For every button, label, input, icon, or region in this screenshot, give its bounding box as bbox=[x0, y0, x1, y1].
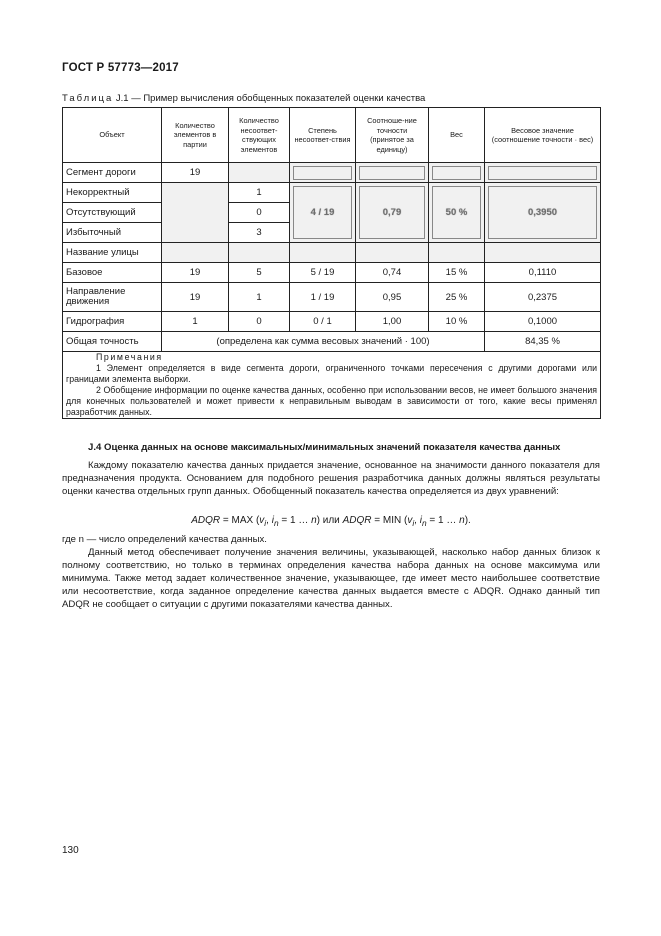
formula-term: ADQR bbox=[342, 515, 372, 526]
cell-nonconforming: 0 bbox=[229, 312, 290, 332]
segment-weight: 50 % bbox=[445, 207, 468, 218]
formula-part: = 1 … bbox=[278, 515, 312, 526]
cell-object: Некорректный bbox=[63, 183, 162, 203]
cell-count: 19 bbox=[162, 283, 229, 312]
cell-degree-merged bbox=[290, 183, 356, 243]
cell-empty bbox=[229, 163, 290, 183]
formula-term: ADQR bbox=[191, 515, 221, 526]
formula-part: = 1 … bbox=[426, 515, 460, 526]
cell-object: Название улицы bbox=[63, 243, 162, 263]
cell-empty-boxed bbox=[429, 163, 485, 183]
formula-sub: i bbox=[264, 518, 267, 528]
cell-object: Отсутствующий bbox=[63, 203, 162, 223]
cell-count: 1 bbox=[162, 312, 229, 332]
paragraph bbox=[62, 546, 600, 611]
header-degree: Степень несоответ-ствия bbox=[290, 108, 356, 163]
cell-nonconforming: 5 bbox=[229, 263, 290, 283]
paragraph-text: Данный метод обеспечивает получение значения величины, указывающей, насколько набор данных близок к полному соответствию, но только в терминах определения качества набора данных на основе максимума или минимума. Также метод задает количественное значение, указывающее, где имеет место наибольшее соответствие или несоответствие, когда заданное определение качества данных выдается вместе с ADQR. Однако данный тип ADQR не сообщает о ситуации с другими показателями качества данных. bbox=[62, 547, 600, 610]
table-row-total bbox=[63, 332, 601, 352]
formula-var: n bbox=[459, 515, 465, 526]
table-row bbox=[63, 312, 601, 332]
formula-sub: i bbox=[412, 518, 415, 528]
table-row-street-name bbox=[63, 243, 601, 263]
formula-var: n bbox=[311, 515, 317, 526]
cell-weighted-merged bbox=[485, 183, 601, 243]
table-row bbox=[63, 283, 601, 312]
cell-nonconforming: 1 bbox=[229, 183, 290, 203]
cell-empty bbox=[162, 243, 229, 263]
cell-degree: 1 / 19 bbox=[290, 283, 356, 312]
cell-empty bbox=[429, 243, 485, 263]
formula-var: v bbox=[407, 515, 413, 526]
cell-empty bbox=[290, 243, 356, 263]
table-header-row bbox=[63, 108, 601, 163]
note-item: 1 Элемент определяется в виде сегмента дороги, ограниченного точками пересечения с другими дорогами или границами элемента выборки. bbox=[66, 363, 597, 384]
cell-object: Сегмент дороги bbox=[63, 163, 162, 183]
note-item: 2 Обобщение информации по оценке качества данных, особенно при использовании весов, не имеет большого значения для конечных пользователей и может привести к неправильным выводам в зависимости от того, какие весы применял разработчик данных. bbox=[66, 385, 597, 417]
table-row bbox=[63, 263, 601, 283]
table-caption bbox=[62, 93, 425, 104]
formula-part: , bbox=[414, 515, 420, 526]
cell-nonconforming: 3 bbox=[229, 223, 290, 243]
notes-title: Примечания bbox=[96, 352, 163, 362]
cell-weighted: 0,2375 bbox=[485, 283, 601, 312]
cell-count: 19 bbox=[162, 263, 229, 283]
table-caption-text: J.1 — Пример вычисления обобщенных показателей оценки качества bbox=[113, 93, 426, 104]
cell-degree: 5 / 19 bbox=[290, 263, 356, 283]
cell-count: 19 bbox=[162, 163, 229, 183]
table-notes-row bbox=[63, 352, 601, 419]
formula-part: = MIN ( bbox=[371, 515, 408, 526]
paragraph: где n — число определений качества данных. bbox=[62, 534, 267, 545]
formula-sub: n bbox=[273, 518, 279, 528]
cell-nonconforming: 0 bbox=[229, 203, 290, 223]
formula-part: ) или bbox=[316, 515, 343, 526]
cell-weight: 25 % bbox=[429, 283, 485, 312]
header-object: Объект bbox=[63, 108, 162, 163]
cell-ratio: 0,95 bbox=[356, 283, 429, 312]
header-count: Количество элементов в партии bbox=[162, 108, 229, 163]
header-weight: Вес bbox=[429, 108, 485, 163]
quality-table-wrapper bbox=[62, 107, 600, 419]
cell-object: Базовое bbox=[63, 263, 162, 283]
paragraph bbox=[62, 459, 600, 498]
quality-evaluation-table bbox=[62, 107, 601, 419]
formula-part: ). bbox=[464, 515, 471, 526]
cell-object: Направление движения bbox=[63, 283, 162, 312]
cell-object: Избыточный bbox=[63, 223, 162, 243]
cell-total-description: (определена как сумма весовых значений · 100) bbox=[162, 332, 485, 352]
formula-var: v bbox=[259, 515, 265, 526]
table-caption-word: Таблица bbox=[62, 93, 114, 104]
cell-empty bbox=[356, 243, 429, 263]
formula-part: = MAX ( bbox=[220, 515, 260, 526]
segment-degree: 4 / 19 bbox=[310, 207, 335, 218]
formula-part: , bbox=[266, 515, 272, 526]
cell-object: Общая точность bbox=[63, 332, 162, 352]
segment-ratio: 0,79 bbox=[382, 207, 402, 218]
cell-weight: 10 % bbox=[429, 312, 485, 332]
formula-var: i bbox=[271, 515, 274, 526]
cell-empty-boxed bbox=[485, 163, 601, 183]
header-ratio: Соотноше-ние точности (принятое за единицу) bbox=[356, 108, 429, 163]
document-header: ГОСТ Р 57773—2017 bbox=[62, 62, 179, 74]
section-title: J.4 Оценка данных на основе максимальных/минимальных значений показателя качества данных bbox=[88, 442, 561, 453]
cell-empty-boxed bbox=[356, 163, 429, 183]
page-number: 130 bbox=[62, 845, 79, 856]
cell-total-value: 84,35 % bbox=[485, 332, 601, 352]
cell-object: Гидрография bbox=[63, 312, 162, 332]
cell-ratio: 1,00 bbox=[356, 312, 429, 332]
cell-empty bbox=[162, 183, 229, 243]
formula bbox=[62, 515, 600, 528]
segment-weighted: 0,3950 bbox=[527, 207, 558, 218]
cell-weight: 15 % bbox=[429, 263, 485, 283]
table-row-segment bbox=[63, 163, 601, 183]
cell-weight-merged bbox=[429, 183, 485, 243]
cell-ratio: 0,74 bbox=[356, 263, 429, 283]
cell-weighted: 0,1110 bbox=[485, 263, 601, 283]
header-weighted: Весовое значение (соотношение точности · вес) bbox=[485, 108, 601, 163]
cell-weighted: 0,1000 bbox=[485, 312, 601, 332]
cell-ratio-merged bbox=[356, 183, 429, 243]
cell-empty-boxed bbox=[290, 163, 356, 183]
table-notes bbox=[63, 352, 601, 419]
header-nonconforming: Количество несоответ-ствующих элементов bbox=[229, 108, 290, 163]
paragraph-text: Каждому показателю качества данных придается значение, основанное на значимости данного показателя для предназначения продукта. Основанием для подобного решения разработчика данных должны являться результаты оценки качества отдельных групп данных. Обобщенный показатель качества определяется из двух уравнений: bbox=[62, 460, 600, 497]
cell-nonconforming: 1 bbox=[229, 283, 290, 312]
formula-sub: n bbox=[421, 518, 427, 528]
cell-degree: 0 / 1 bbox=[290, 312, 356, 332]
cell-empty bbox=[485, 243, 601, 263]
formula-var: i bbox=[419, 515, 422, 526]
table-row-incorrect bbox=[63, 183, 601, 203]
cell-empty bbox=[229, 243, 290, 263]
